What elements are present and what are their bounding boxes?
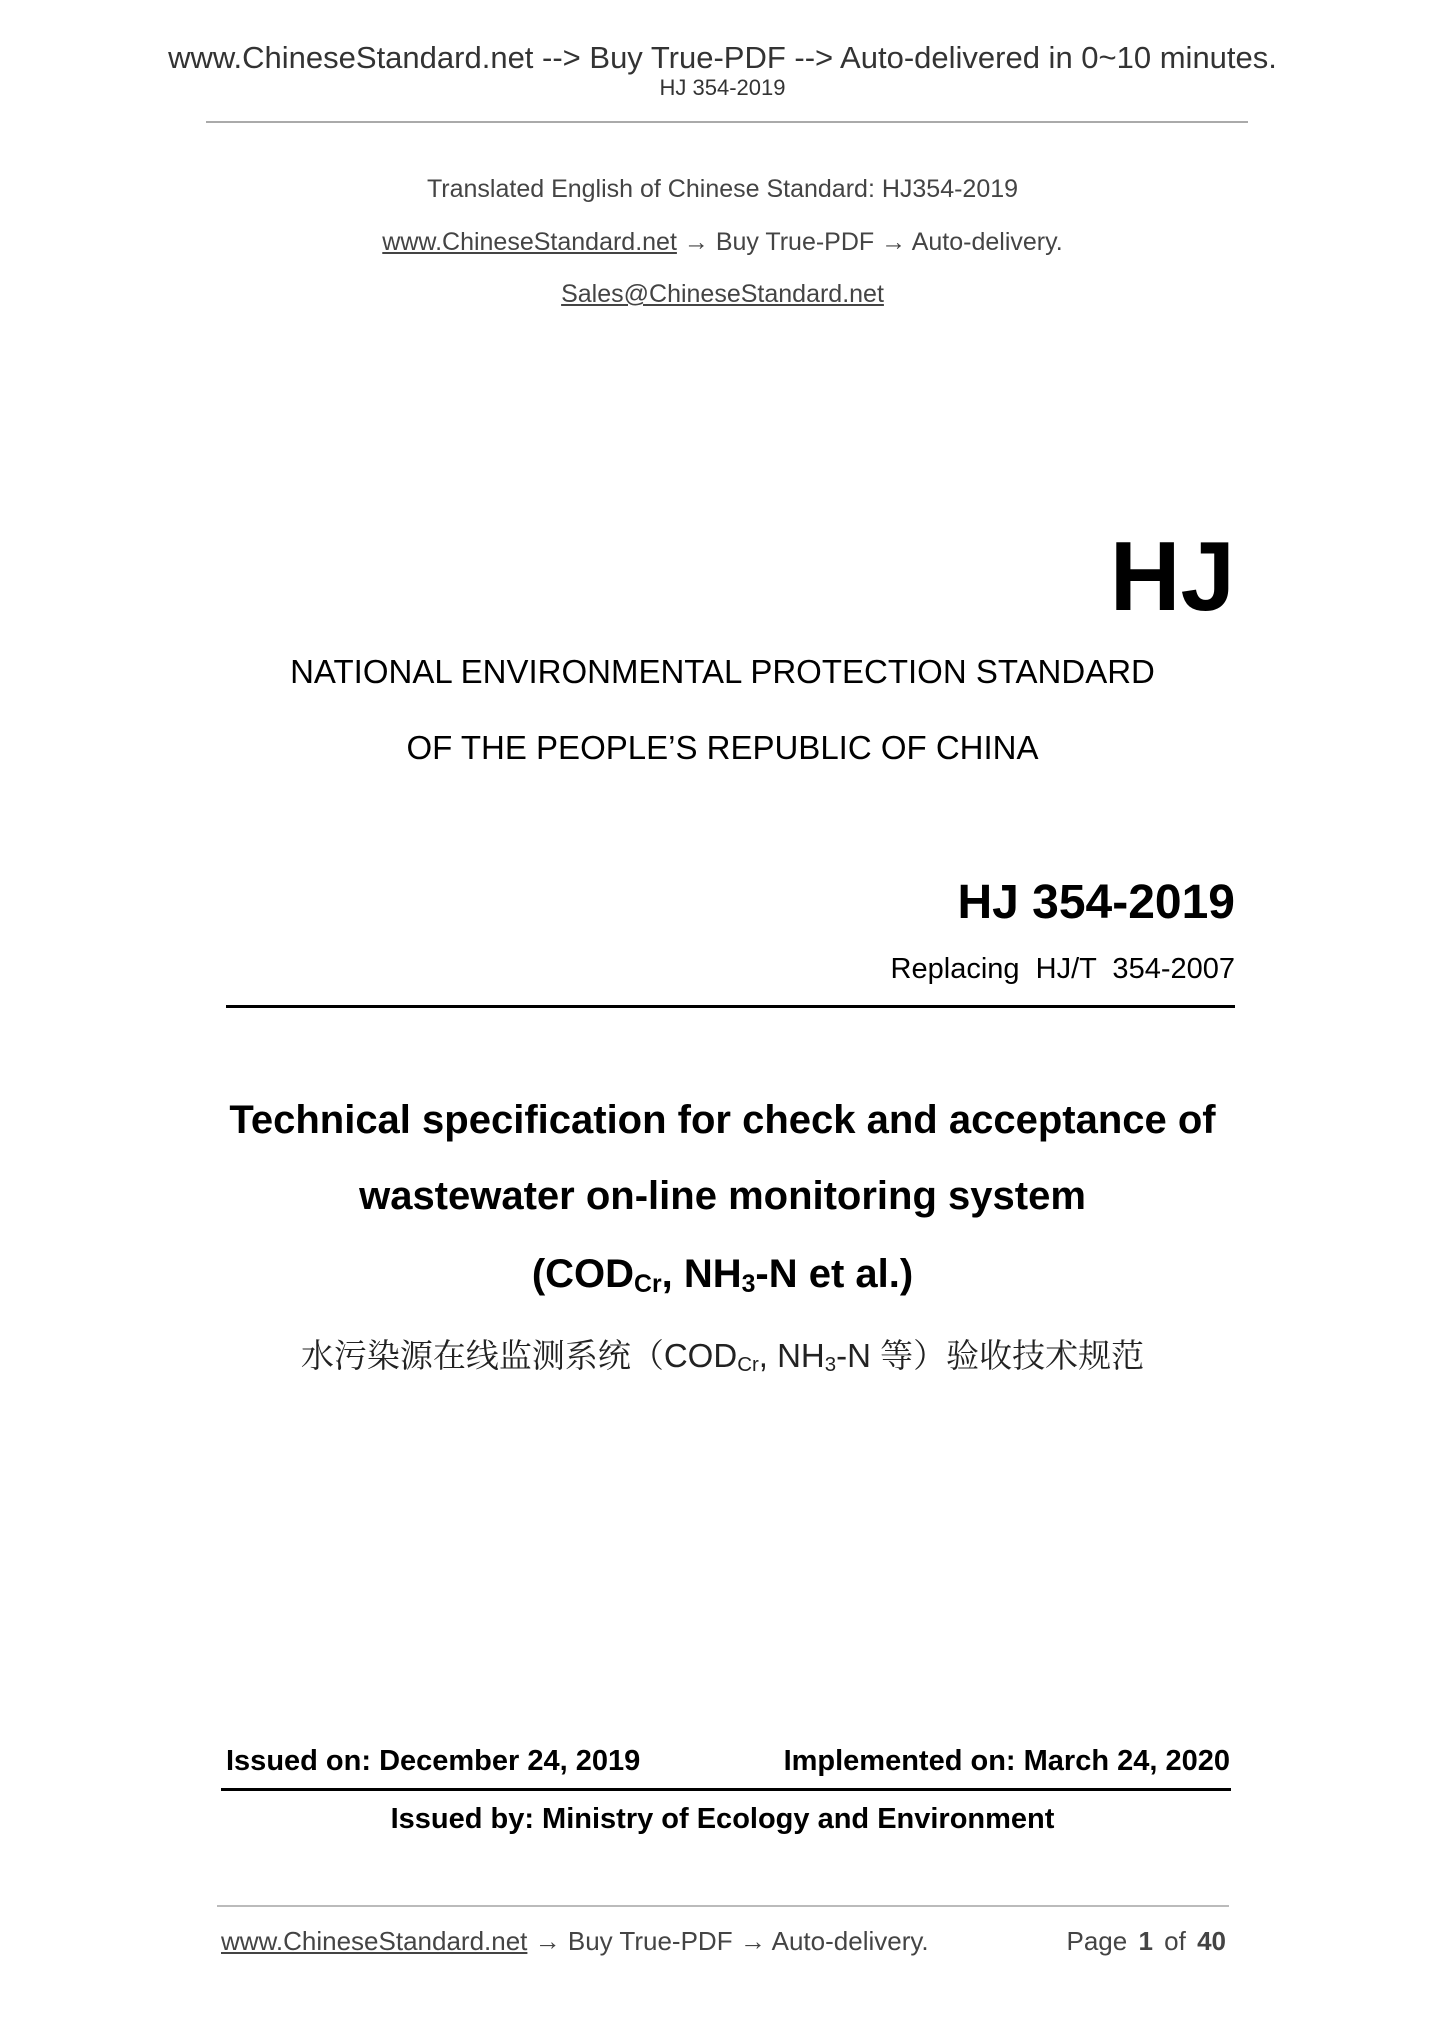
footer-buy-text: Buy True-PDF xyxy=(567,1926,733,1956)
title-part: -N et al.) xyxy=(755,1252,914,1296)
subscript: Cr xyxy=(634,1270,662,1298)
cn-part: -N 等）验收技术规范 xyxy=(836,1337,1145,1374)
translated-note: Translated English of Chinese Standard: HJ354-2019 xyxy=(426,175,1019,203)
arrow-icon: → xyxy=(683,228,709,256)
page-number: 1 xyxy=(1138,1926,1153,1956)
subscript: Cr xyxy=(737,1353,759,1377)
intro-buy-line xyxy=(0,228,1445,257)
site-link[interactable]: www.ChineseStandard.net xyxy=(382,228,677,256)
title-part: , NH xyxy=(661,1252,742,1296)
subscript: 3 xyxy=(824,1353,837,1377)
header-divider xyxy=(206,121,1248,123)
hj-logo: HJ xyxy=(1109,521,1235,631)
footer-auto-text: Auto-delivery. xyxy=(771,1926,929,1956)
chinese-title xyxy=(0,1330,1445,1377)
subscript: 3 xyxy=(741,1270,756,1298)
arrow-icon: → xyxy=(534,1926,561,1956)
title-line3 xyxy=(0,1252,1445,1299)
issued-on: Issued on: December 24, 2019 xyxy=(226,1745,641,1777)
cn-part: 水污染源在线监测系统（COD xyxy=(300,1337,738,1374)
email-link[interactable]: Sales@ChineseStandard.net xyxy=(561,280,884,308)
national-line1: NATIONAL ENVIRONMENTAL PROTECTION STANDARD xyxy=(290,653,1155,690)
header-doc-id: HJ 354-2019 xyxy=(659,75,786,100)
replacing-note: Replacing HJ/T 354-2007 xyxy=(890,953,1235,985)
footer-site-link[interactable]: www.ChineseStandard.net xyxy=(221,1926,528,1956)
email-line xyxy=(0,280,1445,309)
title-rule xyxy=(226,1005,1235,1008)
issue-rule xyxy=(221,1788,1231,1791)
header-banner: www.ChineseStandard.net --> Buy True-PDF --> Auto-delivered in 0~10 minutes. xyxy=(168,40,1277,75)
title-line1: Technical specification for check and acceptance of xyxy=(229,1098,1216,1142)
buy-text: Buy True-PDF xyxy=(715,228,875,256)
page-label: Page xyxy=(1066,1926,1128,1956)
national-line2: OF THE PEOPLE’S REPUBLIC OF CHINA xyxy=(406,729,1039,766)
title-part: (COD xyxy=(531,1252,635,1296)
page-total: 40 xyxy=(1197,1926,1226,1956)
auto-text: Auto-delivery. xyxy=(911,228,1063,256)
arrow-icon: → xyxy=(739,1926,766,1956)
page-indicator xyxy=(1066,1926,1226,1957)
cn-part: , NH xyxy=(758,1337,825,1374)
standard-number: HJ 354-2019 xyxy=(957,876,1235,929)
title-line2: wastewater on-line monitoring system xyxy=(359,1174,1086,1218)
footer-divider xyxy=(217,1905,1229,1907)
footer-buy-line xyxy=(221,1926,929,1957)
issued-by: Issued by: Ministry of Ecology and Environment xyxy=(390,1803,1055,1835)
of-label: of xyxy=(1164,1926,1186,1956)
implemented-on: Implemented on: March 24, 2020 xyxy=(783,1745,1230,1777)
arrow-icon: → xyxy=(881,228,907,256)
